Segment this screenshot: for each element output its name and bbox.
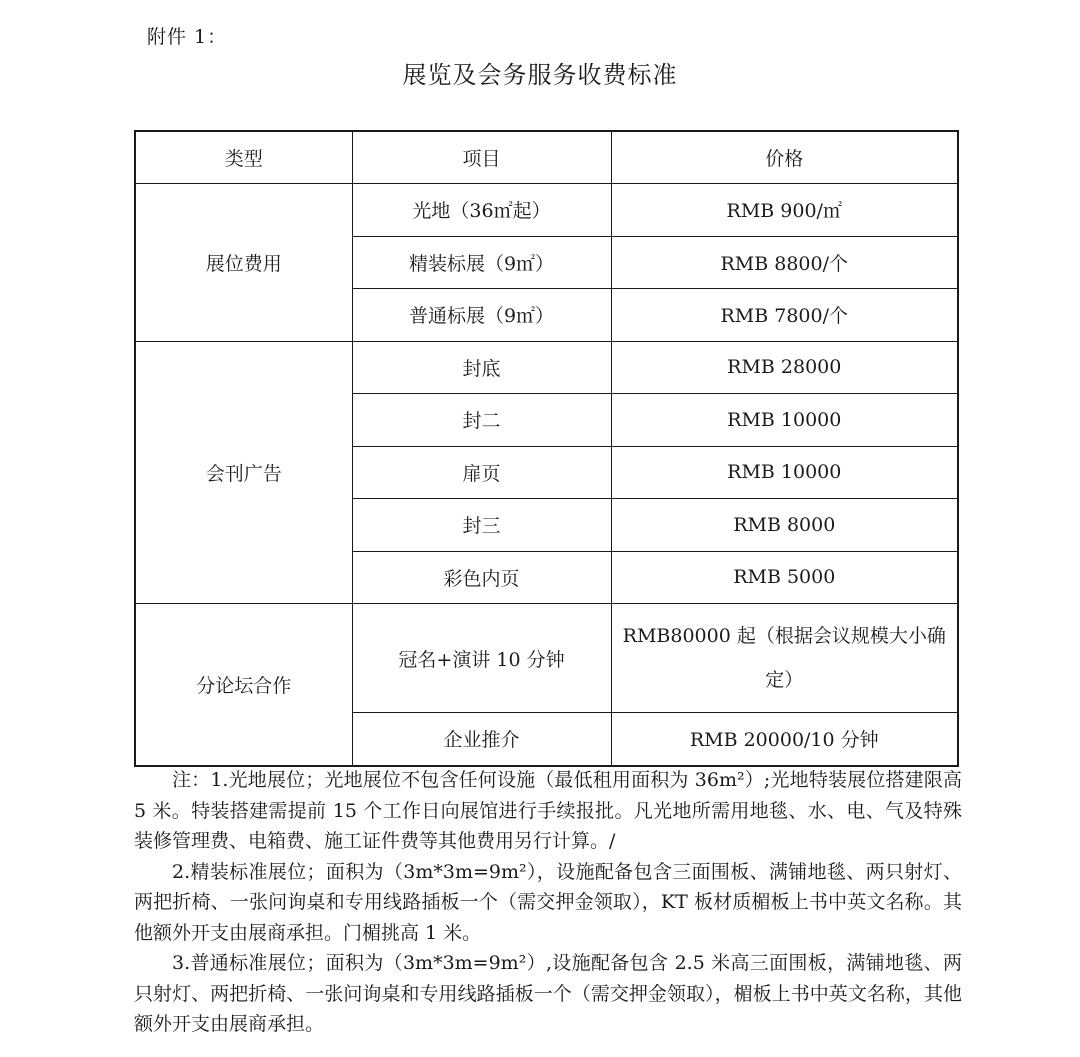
price-cell: RMB 900/㎡ <box>611 184 958 237</box>
item-cell: 企业推介 <box>352 713 611 766</box>
price-cell: RMB 8000 <box>611 499 958 552</box>
type-cell: 分论坛合作 <box>135 604 352 766</box>
type-cell: 会刊广告 <box>135 341 352 604</box>
item-cell: 精装标展（9㎡） <box>352 236 611 289</box>
price-cell: RMB 10000 <box>611 394 958 447</box>
item-cell: 封二 <box>352 394 611 447</box>
price-cell <box>611 604 958 713</box>
header-price: 价格 <box>611 131 958 184</box>
price-cell: RMB 20000/10 分钟 <box>611 713 958 766</box>
attachment-label: 附件 1： <box>147 26 228 48</box>
price-cell: RMB 5000 <box>611 551 958 604</box>
price-cell: RMB 8800/个 <box>611 236 958 289</box>
table-header-row <box>135 131 958 184</box>
notes-section <box>134 765 962 1040</box>
table-row <box>135 341 958 394</box>
header-item: 项目 <box>352 131 611 184</box>
item-cell: 封三 <box>352 499 611 552</box>
fee-table <box>134 130 959 767</box>
price-cell: RMB 7800/个 <box>611 289 958 342</box>
note-paragraph: 3.普通标准展位；面积为（3m*3m=9m²）,设施配备包含 2.5 米高三面围板，满铺地毯、两只射灯、两把折椅、一张问询桌和专用线路插板一个（需交押金领取），楣板上书中英文名称，其他额外开支由展商承担。 <box>134 952 962 1035</box>
note-paragraph: 2.精装标准展位；面积为（3m*3m=9m²），设施配备包含三面围板、满铺地毯、两只射灯、两把折椅、一张问询桌和专用线路插板一个（需交押金领取），KT 板材质楣板上书中英文名称。其他额外开支由展商承担。门楣挑高 1 米。 <box>134 860 962 944</box>
item-cell: 光地（36㎡起） <box>352 184 611 237</box>
price-cell: RMB 10000 <box>611 446 958 499</box>
item-cell: 扉页 <box>352 446 611 499</box>
header-type: 类型 <box>135 131 352 184</box>
note-paragraph: 注：1.光地展位；光地展位不包含任何设施（最低租用面积为 36m²）;光地特装展位搭建限高 5 米。特装搭建需提前 15 个工作日向展馆进行手续报批。凡光地所需用地毯、水、电、气及特殊装修管理费、电箱费、施工证件费等其他费用另行计算。/ <box>134 769 962 852</box>
table-row <box>135 184 958 237</box>
item-cell: 普通标展（9㎡） <box>352 289 611 342</box>
item-cell: 冠名+演讲 10 分钟 <box>352 604 611 713</box>
item-cell: 封底 <box>352 341 611 394</box>
table-row <box>135 604 958 713</box>
type-cell: 展位费用 <box>135 184 352 342</box>
price-cell: RMB 28000 <box>611 341 958 394</box>
item-cell: 彩色内页 <box>352 551 611 604</box>
document-title: 展览及会务服务收费标准 <box>402 61 678 89</box>
price-cell-text: RMB80000 起（根据会议规模大小确定） <box>622 625 946 691</box>
